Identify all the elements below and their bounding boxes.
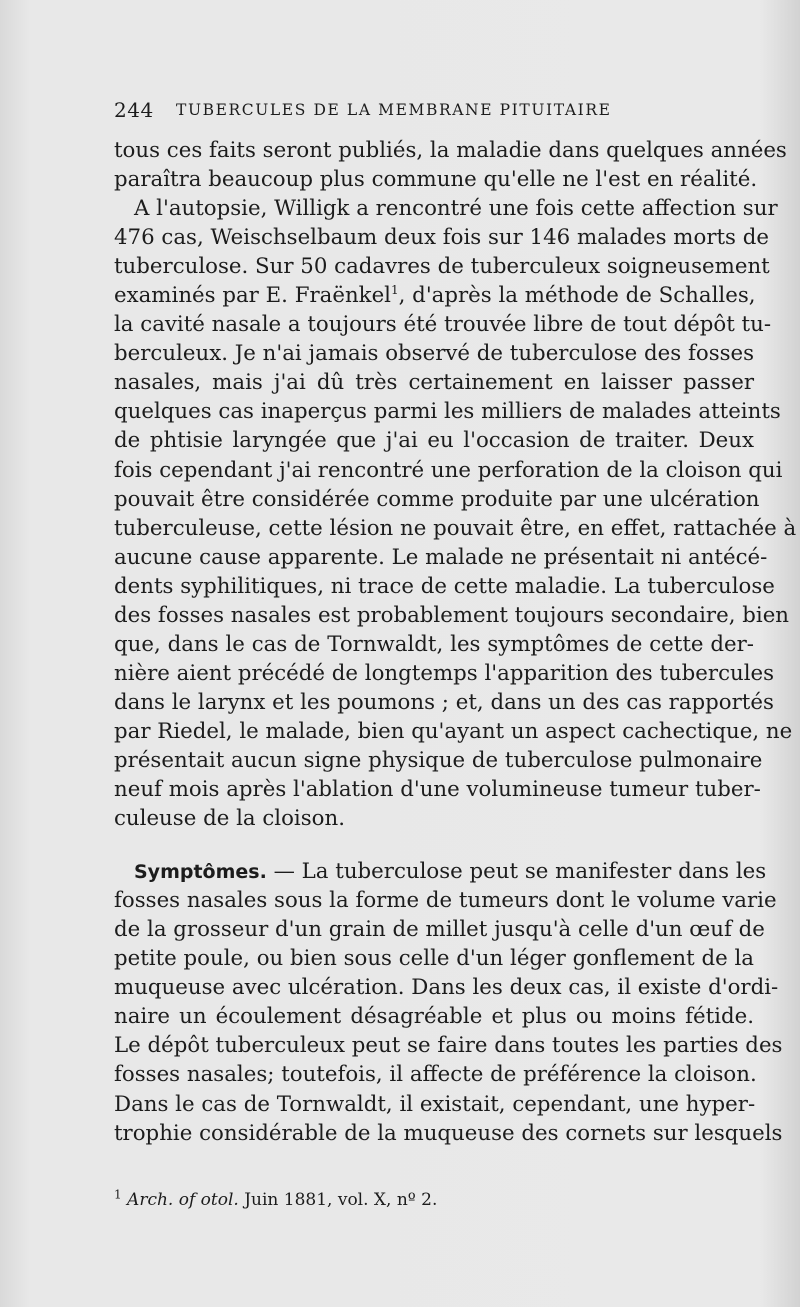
text-line: muqueuse avec ulcération. Dans les deux cas, il existe d'ordi- xyxy=(114,975,779,1001)
text-line: présentait aucun signe physique de tuberculose pulmonaire xyxy=(114,747,763,773)
text-line: fois cependant j'ai rencontré une perforation de la cloison qui xyxy=(114,457,783,483)
text-line: nière aient précédé de longtemps l'apparition des tubercules xyxy=(114,660,775,686)
text-line: tuberculose. Sur 50 cadavres de tuberculeux soigneusement xyxy=(114,254,770,280)
paragraph-autopsie xyxy=(114,194,797,833)
text-line: paraîtra beaucoup plus commune qu'elle ne l'est en réalité. xyxy=(114,167,758,193)
text-line: trophie considérable de la muqueuse des cornets sur lesquels xyxy=(114,1120,783,1146)
section-symptomes xyxy=(114,857,783,1147)
text-line: berculeux. Je n'ai jamais observé de tuberculose des fosses xyxy=(114,341,755,367)
text-line: pouvait être considérée comme produite par une ulcération xyxy=(114,486,760,512)
footnote-number: 1 xyxy=(114,1187,122,1202)
text-line: quelques cas inaperçus parmi les milliers de malades atteints xyxy=(114,399,781,425)
footnote-detail: Juin 1881, vol. X, nº 2. xyxy=(238,1190,438,1210)
text-line: que, dans le cas de Tornwaldt, les symptômes de cette der- xyxy=(114,631,754,657)
body-text xyxy=(114,136,797,1148)
text-line: petite poule, ou bien sous celle d'un léger gonflement de la xyxy=(114,946,754,972)
text-line: fosses nasales; toutefois, il affecte de préférence la cloison. xyxy=(114,1062,757,1088)
text-line: tous ces faits seront publiés, la maladie dans quelques années xyxy=(114,138,787,163)
page-number: 244 xyxy=(114,98,154,122)
text-line: tuberculeuse, cette lésion ne pouvait être, en effet, rattachée à xyxy=(114,515,797,541)
text-line: aucune cause apparente. Le malade ne présentait ni antécé- xyxy=(114,544,768,570)
text-line: de phtisie laryngée que j'ai eu l'occasion de traiter. Deux xyxy=(114,428,754,454)
text-line: nasales, mais j'ai dû très certainement en laisser passer xyxy=(114,370,754,396)
paragraph-continuation xyxy=(114,136,787,194)
text-line: naire un écoulement désagréable et plus ou moins fétide. xyxy=(114,1004,754,1030)
text-line: dents syphilitiques, ni trace de cette maladie. La tuberculose xyxy=(114,573,775,599)
text-line-with-note: examinés par E. Fraënkel$^1$, d'après la méthode de Schalles, xyxy=(114,283,756,309)
footnote-marker: 1 xyxy=(391,283,399,298)
text-line: la cavité nasale a toujours été trouvée libre de tout dépôt tu- xyxy=(114,312,772,338)
text-line: 476 cas, Weischselbaum deux fois sur 146 malades morts de xyxy=(114,225,769,251)
section-first-line: Symptômes. — La tuberculose peut se manifester dans les xyxy=(134,859,767,885)
text-line: de la grosseur d'un grain de millet jusqu'à celle d'un œuf de xyxy=(114,917,765,943)
text-line: par Riedel, le malade, bien qu'ayant un aspect cachectique, ne xyxy=(114,718,793,744)
running-head: TUBERCULES DE LA MEMBRANE PITUITAIRE xyxy=(176,101,612,119)
text-line: neuf mois après l'ablation d'une volumineuse tumeur tuber- xyxy=(114,777,761,803)
section-heading: Symptômes. xyxy=(134,861,267,884)
text-line: Dans le cas de Tornwaldt, il existait, cependant, une hyper- xyxy=(114,1091,756,1117)
text-line: Le dépôt tuberculeux peut se faire dans toutes les parties des xyxy=(114,1033,783,1059)
text-line: des fosses nasales est probablement toujours secondaire, bien xyxy=(114,602,790,628)
paragraph-gap xyxy=(114,833,754,857)
text-line: dans le larynx et les poumons ; et, dans un des cas rapportés xyxy=(114,689,774,715)
footnote xyxy=(114,1188,754,1212)
text-line: fosses nasales sous la forme de tumeurs dont le volume varie xyxy=(114,888,777,914)
text-line: A l'autopsie, Willigk a rencontré une fois cette affection sur xyxy=(134,196,778,222)
text-line: culeuse de la cloison. xyxy=(114,806,345,832)
page-header xyxy=(114,98,754,124)
footnote-source: Arch. of otol. xyxy=(127,1190,239,1210)
